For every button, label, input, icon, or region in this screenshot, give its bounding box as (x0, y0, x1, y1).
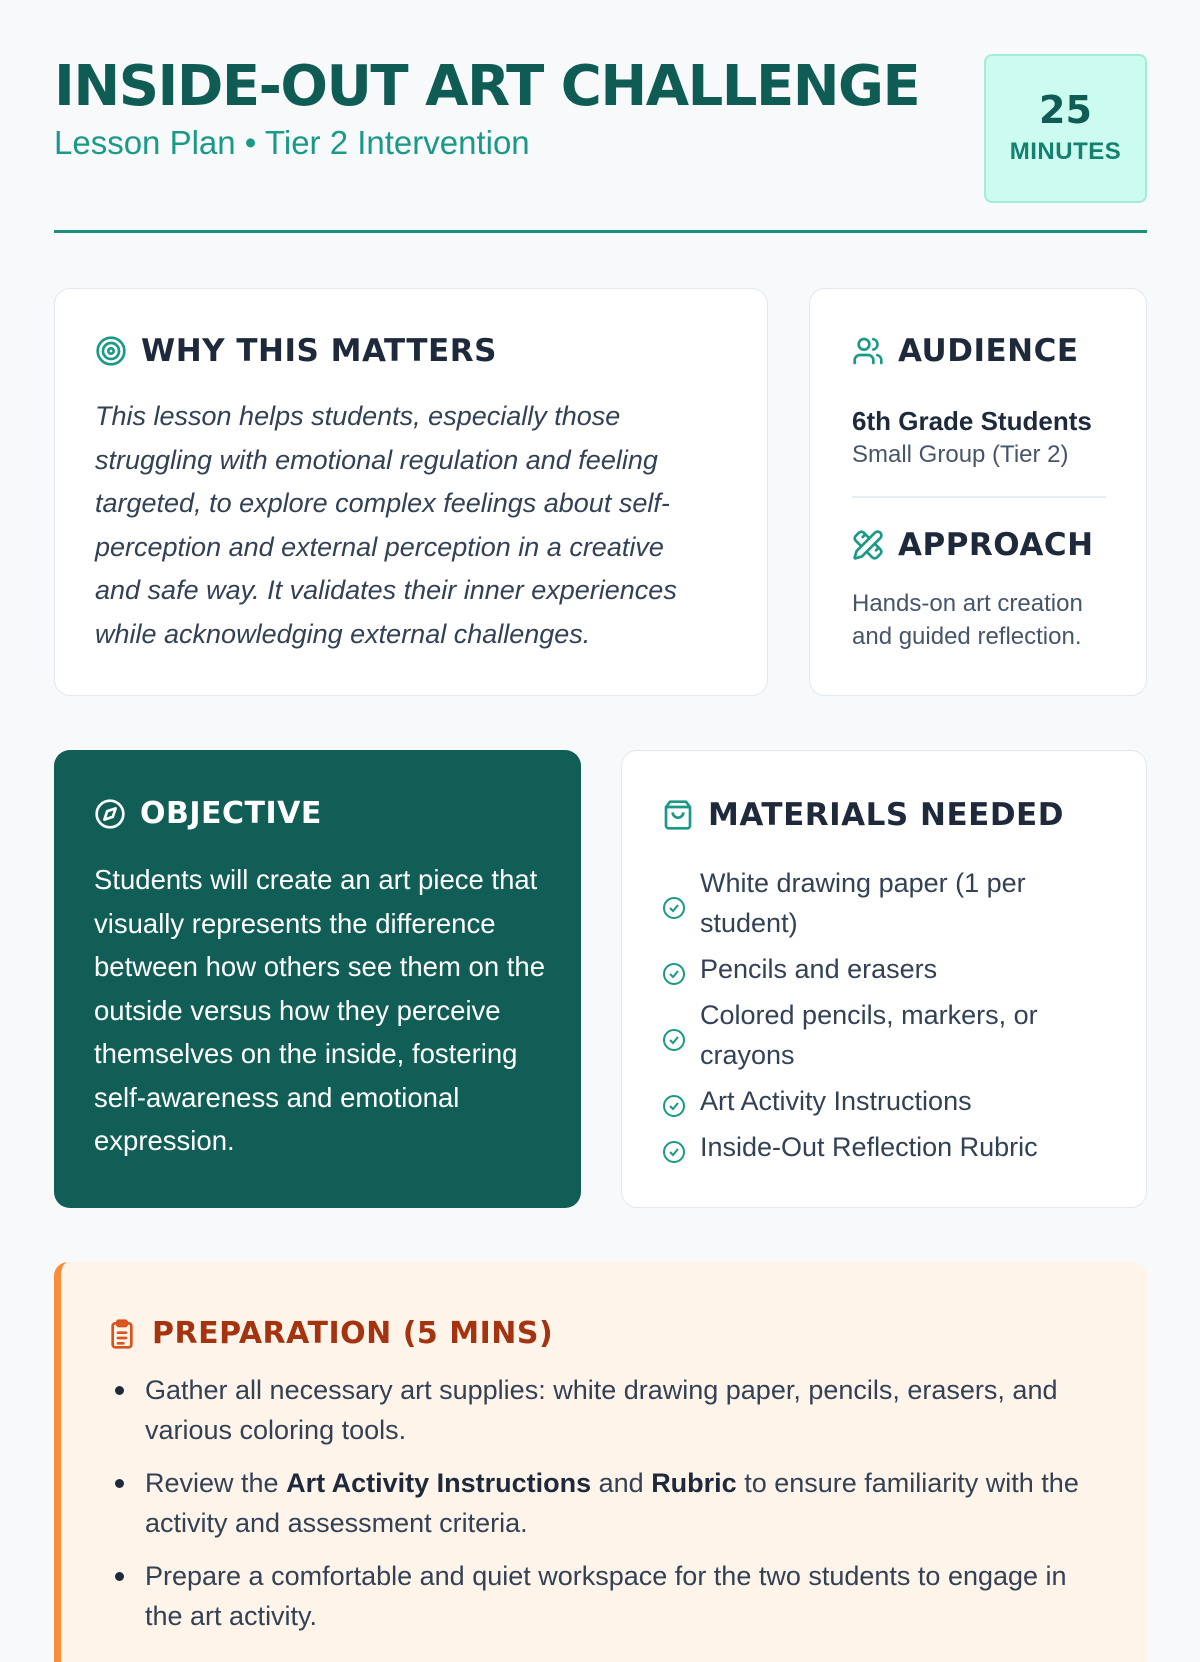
audience-group: Small Group (Tier 2) (852, 441, 1069, 468)
list-item (662, 1127, 1102, 1167)
materials-card (621, 750, 1147, 1208)
bold-text: Rubric (651, 1468, 737, 1498)
duration-label: MINUTES (1009, 138, 1122, 165)
list-item-label: Pencils and erasers (700, 954, 938, 984)
list-item (662, 863, 1102, 943)
shopping-bag-icon (662, 799, 694, 831)
objective-title (94, 794, 322, 834)
page-title: INSIDE-OUT ART CHALLENGE (54, 54, 920, 119)
audience-grade: 6th Grade Students (852, 406, 1092, 436)
clipboard-icon (106, 1318, 138, 1350)
list-item-label: Art Activity Instructions (700, 1086, 972, 1116)
preparation-title-text: PREPARATION (5 MINS) (152, 1316, 554, 1351)
check-circle-icon (662, 957, 686, 981)
why-card (54, 288, 768, 696)
approach-title (852, 525, 1094, 565)
list-item-label: Colored pencils, markers, or crayons (700, 1000, 1038, 1070)
why-title-text: WHY THIS MATTERS (141, 333, 497, 369)
duration-badge (984, 54, 1147, 203)
preparation-section (54, 1262, 1147, 1662)
approach-title-text: APPROACH (898, 527, 1094, 563)
preparation-title (106, 1314, 553, 1354)
target-icon (95, 335, 127, 367)
list-item: Prepare a comfortable and quiet workspace for the two students to engage in the art activity. (113, 1556, 1103, 1636)
pencil-ruler-icon (852, 529, 884, 561)
why-text: This lesson helps students, especially those struggling with emotional regulation and feeling targeted, to explore complex feelings about self-perception and external perception in a creative and safe way. It validates their inner experiences while acknowledging external challenges. (95, 401, 677, 649)
divider (852, 496, 1106, 498)
approach-text: Hands-on art creation and guided reflection. (852, 590, 1083, 650)
list-item (662, 1081, 1102, 1121)
audience-title (852, 331, 1079, 371)
check-circle-icon (662, 1135, 686, 1159)
bold-text: Art Activity Instructions (286, 1468, 592, 1498)
check-circle-icon (662, 1023, 686, 1047)
list-item (662, 995, 1102, 1075)
header (54, 0, 1147, 233)
text-run: to ensure familiarity with the activity and assessment criteria. (145, 1468, 1079, 1538)
duration-value: 25 (1039, 88, 1092, 132)
list-item (113, 1463, 1103, 1543)
preparation-list (113, 1370, 1103, 1649)
objective-title-text: OBJECTIVE (140, 796, 322, 831)
materials-title (662, 795, 1064, 835)
text-run: and (591, 1468, 652, 1498)
users-icon (852, 335, 884, 367)
check-circle-icon (662, 891, 686, 915)
why-title (95, 331, 497, 371)
objective-text: Students will create an art piece that visually represents the difference between how others see them on the outside versus how they perceive themselves on the inside, fostering self-awareness and emotional expression. (94, 864, 545, 1156)
page (54, 0, 1147, 1631)
materials-list (662, 863, 1102, 1173)
compass-icon (94, 798, 126, 830)
list-item-label: White drawing paper (1 per student) (700, 868, 1026, 938)
list-item-label: Inside-Out Reflection Rubric (700, 1132, 1038, 1162)
objective-card (54, 750, 581, 1208)
audience-card (809, 288, 1147, 696)
text-run: Review the (145, 1468, 287, 1498)
materials-title-text: MATERIALS NEEDED (708, 797, 1064, 833)
check-circle-icon (662, 1089, 686, 1113)
list-item (662, 949, 1102, 989)
list-item: Gather all necessary art supplies: white drawing paper, pencils, erasers, and various coloring tools. (113, 1370, 1103, 1450)
audience-title-text: AUDIENCE (898, 333, 1079, 369)
page-subtitle: Lesson Plan • Tier 2 Intervention (54, 124, 530, 161)
